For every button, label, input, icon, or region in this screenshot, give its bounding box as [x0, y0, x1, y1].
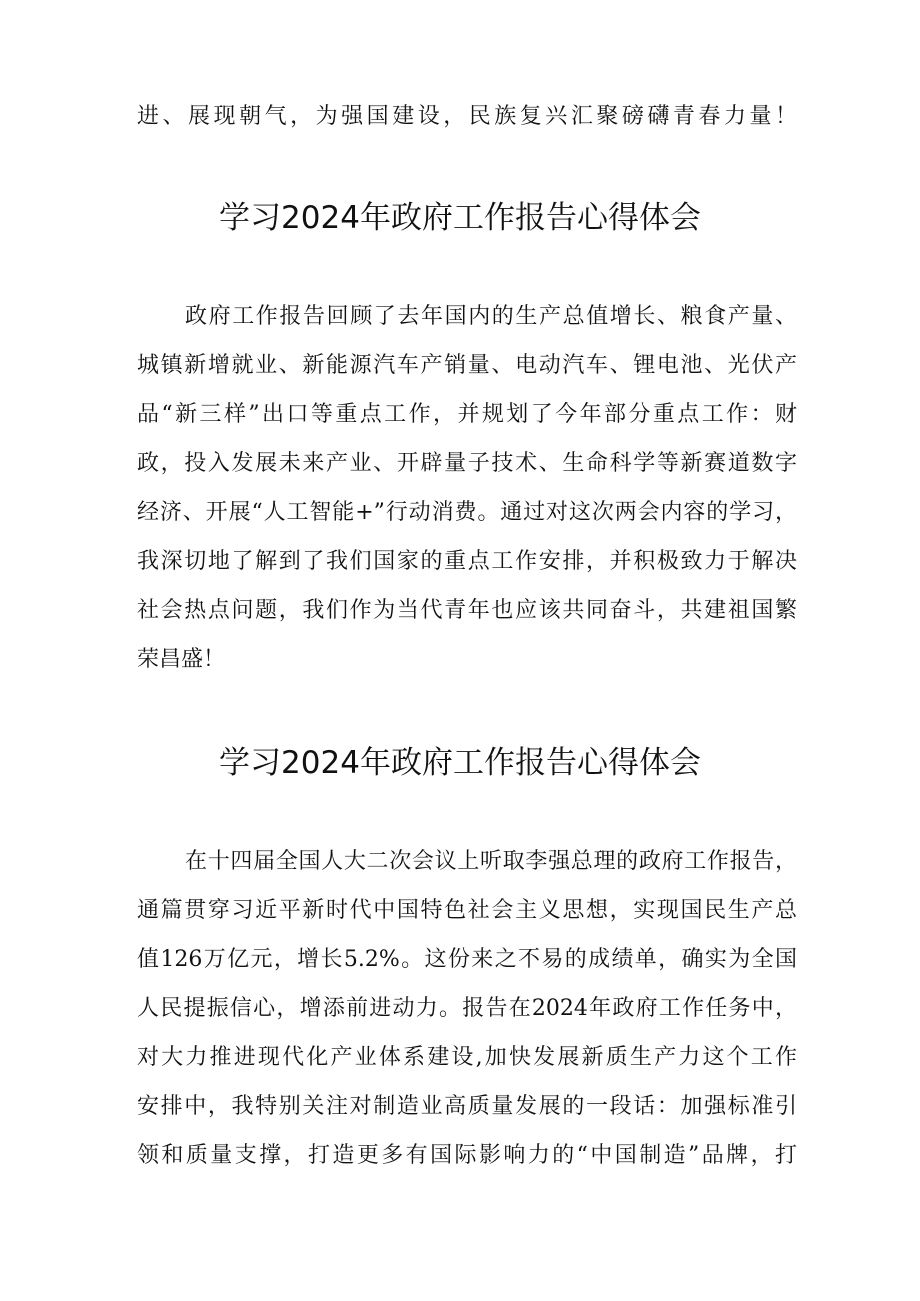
- section-2-line-3: 值126万亿元，增长5.2%。这份来之不易的成绩单，确实为全国: [137, 947, 797, 972]
- section-1-line-3: 品“新三样”出口等重点工作，并规划了今年部分重点工作：财: [137, 402, 797, 427]
- section-1-line-8: 荣昌盛！: [137, 647, 226, 672]
- section-1-line-5: 经济、开展“人工智能+”行动消费。通过对这次两会内容的学习，: [137, 500, 797, 525]
- section-2-line-2: 通篇贯穿习近平新时代中国特色社会主义思想，实现国民生产总: [137, 898, 797, 923]
- section-1-line-2: 城镇新增就业、新能源汽车产销量、电动汽车、锂电池、光伏产: [137, 353, 797, 378]
- carryover-line: 进、展现朝气，为强国建设，民族复兴汇聚磅礴青春力量！: [137, 104, 797, 129]
- section-2-line-1: 在十四届全国人大二次会议上听取李强总理的政府工作报告，: [185, 849, 797, 874]
- section-1-line-6: 我深切地了解到了我们国家的重点工作安排，并积极致力于解决: [137, 549, 797, 574]
- section-1-line-1: 政府工作报告回顾了去年国内的生产总值增长、粮食产量、: [185, 304, 797, 329]
- section-2-title: 学习2024年政府工作报告心得体会: [219, 745, 701, 781]
- section-2-line-7: 领和质量支撑，打造更多有国际影响力的“中国制造”品牌，打: [137, 1143, 797, 1168]
- section-2-line-6: 安排中，我特别关注对制造业高质量发展的一段话：加强标准引: [137, 1094, 797, 1119]
- section-2-line-5: 对大力推进现代化产业体系建设,加快发展新质生产力这个工作: [137, 1045, 797, 1070]
- section-1-line-4: 政，投入发展未来产业、开辟量子技术、生命科学等新赛道数字: [137, 451, 797, 476]
- section-2-line-4: 人民提振信心，增添前进动力。报告在2024年政府工作任务中，: [137, 996, 797, 1021]
- section-1-title: 学习2024年政府工作报告心得体会: [219, 200, 701, 236]
- section-1-line-7: 社会热点问题，我们作为当代青年也应该共同奋斗，共建祖国繁: [137, 598, 797, 623]
